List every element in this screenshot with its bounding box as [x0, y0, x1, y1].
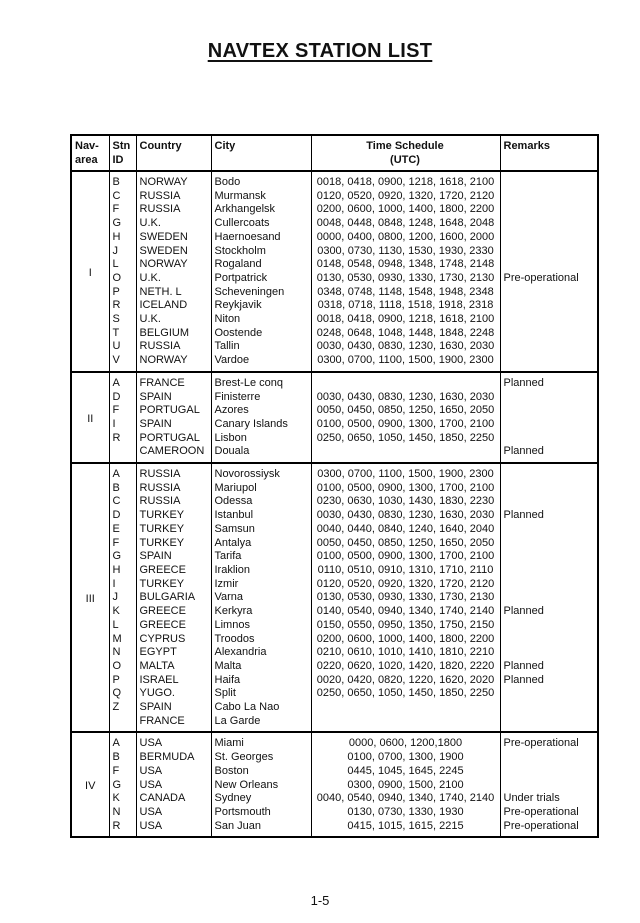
- remarks-cell: [500, 404, 597, 418]
- remarks-cell: [500, 418, 597, 432]
- time-schedule-cell: 0130, 0530, 0930, 1330, 1730, 2130: [311, 591, 500, 605]
- country-cell: PORTUGAL: [136, 432, 211, 446]
- time-schedule-cell: 0415, 1015, 1615, 2215: [311, 820, 500, 837]
- table-row: [72, 509, 597, 523]
- city-cell: Niton: [211, 313, 311, 327]
- time-schedule-cell: [311, 445, 500, 463]
- station-id-cell: R: [109, 432, 136, 446]
- city-cell: Iraklion: [211, 564, 311, 578]
- station-id-cell: T: [109, 327, 136, 341]
- time-schedule-cell: 0048, 0448, 0848, 1248, 1648, 2048: [311, 217, 500, 231]
- nav-area-group: [72, 372, 597, 463]
- table-row: [72, 391, 597, 405]
- table-row: [72, 751, 597, 765]
- time-schedule-cell: 0030, 0430, 0830, 1230, 1630, 2030: [311, 340, 500, 354]
- time-schedule-cell: [311, 701, 500, 715]
- country-cell: NETH. L: [136, 286, 211, 300]
- country-cell: PORTUGAL: [136, 404, 211, 418]
- table-row: [72, 482, 597, 496]
- station-id-cell: R: [109, 299, 136, 313]
- station-id-cell: [109, 715, 136, 733]
- remarks-cell: [500, 765, 597, 779]
- navtex-station-table: [72, 136, 597, 836]
- table-row: [72, 564, 597, 578]
- country-cell: YUGO.: [136, 687, 211, 701]
- city-cell: La Garde: [211, 715, 311, 733]
- station-id-cell: B: [109, 171, 136, 190]
- remarks-cell: [500, 258, 597, 272]
- country-cell: BULGARIA: [136, 591, 211, 605]
- time-schedule-cell: 0300, 0730, 1130, 1530, 1930, 2330: [311, 245, 500, 259]
- nav-area-group: [72, 732, 597, 836]
- city-cell: Kerkyra: [211, 605, 311, 619]
- country-cell: EGYPT: [136, 646, 211, 660]
- time-schedule-cell: 0220, 0620, 1020, 1420, 1820, 2220: [311, 660, 500, 674]
- country-cell: FRANCE: [136, 372, 211, 391]
- country-cell: BELGIUM: [136, 327, 211, 341]
- remarks-cell: [500, 463, 597, 482]
- nav-area-cell: I: [72, 171, 109, 372]
- station-id-cell: A: [109, 732, 136, 751]
- table-row: [72, 578, 597, 592]
- nav-area-group: [72, 463, 597, 732]
- time-schedule-cell: 0050, 0450, 0850, 1250, 1650, 2050: [311, 537, 500, 551]
- country-cell: U.K.: [136, 217, 211, 231]
- time-schedule-cell: [311, 372, 500, 391]
- station-id-cell: O: [109, 660, 136, 674]
- city-cell: Istanbul: [211, 509, 311, 523]
- station-id-cell: H: [109, 564, 136, 578]
- time-schedule-cell: 0318, 0718, 1118, 1518, 1918, 2318: [311, 299, 500, 313]
- time-schedule-cell: 0020, 0420, 0820, 1220, 1620, 2020: [311, 674, 500, 688]
- remarks-cell: [500, 701, 597, 715]
- country-cell: MALTA: [136, 660, 211, 674]
- time-schedule-cell: 0230, 0630, 1030, 1430, 1830, 2230: [311, 495, 500, 509]
- station-id-cell: G: [109, 550, 136, 564]
- table-row: [72, 806, 597, 820]
- remarks-cell: [500, 495, 597, 509]
- table-row: [72, 633, 597, 647]
- table-row: [72, 779, 597, 793]
- remarks-cell: [500, 482, 597, 496]
- time-schedule-cell: 0030, 0430, 0830, 1230, 1630, 2030: [311, 509, 500, 523]
- remarks-cell: [500, 537, 597, 551]
- time-schedule-cell: 0445, 1045, 1645, 2245: [311, 765, 500, 779]
- station-id-cell: V: [109, 354, 136, 372]
- table-row: [72, 327, 597, 341]
- nav-area-group: [72, 171, 597, 372]
- country-cell: SPAIN: [136, 418, 211, 432]
- country-cell: U.K.: [136, 313, 211, 327]
- remarks-cell: Pre-operational: [503, 819, 579, 832]
- remarks-cell: [500, 313, 597, 327]
- remarks-cell: [500, 619, 597, 633]
- table-row: [72, 660, 597, 674]
- city-cell: St. Georges: [211, 751, 311, 765]
- city-cell: Lisbon: [211, 432, 311, 446]
- country-cell: TURKEY: [136, 509, 211, 523]
- station-id-cell: Z: [109, 701, 136, 715]
- country-cell: USA: [136, 779, 211, 793]
- table-row: [72, 701, 597, 715]
- country-cell: RUSSIA: [136, 463, 211, 482]
- table-row: [72, 619, 597, 633]
- station-id-cell: S: [109, 313, 136, 327]
- city-cell: Brest-Le conq: [211, 372, 311, 391]
- time-schedule-cell: 0250, 0650, 1050, 1450, 1850, 2250: [311, 432, 500, 446]
- country-cell: RUSSIA: [136, 190, 211, 204]
- time-schedule-cell: 0250, 0650, 1050, 1450, 1850, 2250: [311, 687, 500, 701]
- city-cell: New Orleans: [211, 779, 311, 793]
- remarks-cell: Planned: [503, 509, 544, 522]
- table-row: [72, 820, 597, 837]
- station-id-cell: H: [109, 231, 136, 245]
- city-cell: Sydney: [211, 792, 311, 806]
- station-id-cell: K: [109, 792, 136, 806]
- time-schedule-cell: 0300, 0900, 1500, 2100: [311, 779, 500, 793]
- table-row: [72, 203, 597, 217]
- time-schedule-cell: 0050, 0450, 0850, 1250, 1650, 2050: [311, 404, 500, 418]
- country-cell: USA: [136, 765, 211, 779]
- station-id-cell: B: [109, 482, 136, 496]
- station-id-cell: K: [109, 605, 136, 619]
- city-cell: San Juan: [211, 820, 311, 837]
- table-row: [72, 523, 597, 537]
- remarks-cell: [500, 564, 597, 578]
- table-row: [72, 171, 597, 190]
- city-cell: Haifa: [211, 674, 311, 688]
- remarks-cell: [500, 751, 597, 765]
- station-id-cell: U: [109, 340, 136, 354]
- station-table-frame: [70, 134, 599, 838]
- country-cell: RUSSIA: [136, 495, 211, 509]
- remarks-cell: [500, 646, 597, 660]
- country-cell: GREECE: [136, 619, 211, 633]
- time-schedule-cell: 0018, 0418, 0900, 1218, 1618, 2100: [311, 313, 500, 327]
- station-id-cell: [109, 445, 136, 463]
- remarks-cell: [500, 245, 597, 259]
- city-cell: Cullercoats: [211, 217, 311, 231]
- time-schedule-cell: 0110, 0510, 0910, 1310, 1710, 2110: [311, 564, 500, 578]
- city-cell: Troodos: [211, 633, 311, 647]
- remarks-cell: [500, 550, 597, 564]
- country-cell: TURKEY: [136, 578, 211, 592]
- station-id-cell: E: [109, 523, 136, 537]
- table-row: [72, 404, 597, 418]
- time-schedule-cell: 0000, 0600, 1200,1800: [311, 732, 500, 751]
- time-schedule-cell: 0100, 0500, 0900, 1300, 1700, 2100: [311, 550, 500, 564]
- header-station-id: Stn ID: [109, 136, 136, 171]
- city-cell: Rogaland: [211, 258, 311, 272]
- station-id-cell: N: [109, 646, 136, 660]
- city-cell: Stockholm: [211, 245, 311, 259]
- remarks-cell: Pre-operational: [503, 271, 579, 284]
- time-schedule-cell: 0040, 0540, 0940, 1340, 1740, 2140: [311, 792, 500, 806]
- station-id-cell: G: [109, 217, 136, 231]
- city-cell: Miami: [211, 732, 311, 751]
- city-cell: Haernoesand: [211, 231, 311, 245]
- city-cell: Bodo: [211, 171, 311, 190]
- country-cell: RUSSIA: [136, 482, 211, 496]
- remarks-cell: [500, 190, 597, 204]
- city-cell: Alexandria: [211, 646, 311, 660]
- nav-area-cell: III: [72, 463, 109, 732]
- station-id-cell: C: [109, 190, 136, 204]
- city-cell: Arkhangelsk: [211, 203, 311, 217]
- table-row: [72, 550, 597, 564]
- nav-area-cell: IV: [72, 732, 109, 836]
- city-cell: Izmir: [211, 578, 311, 592]
- time-schedule-cell: 0210, 0610, 1010, 1410, 1810, 2210: [311, 646, 500, 660]
- country-cell: TURKEY: [136, 523, 211, 537]
- header-nav-area: Nav- area: [72, 136, 109, 171]
- table-row: [72, 687, 597, 701]
- table-row: [72, 537, 597, 551]
- city-cell: Scheveningen: [211, 286, 311, 300]
- page-title: NAVTEX STATION LIST: [207, 40, 433, 62]
- station-id-cell: M: [109, 633, 136, 647]
- station-id-cell: L: [109, 258, 136, 272]
- city-cell: Portsmouth: [211, 806, 311, 820]
- city-cell: Antalya: [211, 537, 311, 551]
- country-cell: TURKEY: [136, 537, 211, 551]
- station-id-cell: L: [109, 619, 136, 633]
- table-row: [72, 354, 597, 372]
- city-cell: Portpatrick: [211, 272, 311, 286]
- table-row: [72, 715, 597, 733]
- remarks-cell: [500, 299, 597, 313]
- time-schedule-cell: 0030, 0430, 0830, 1230, 1630, 2030: [311, 391, 500, 405]
- country-cell: SPAIN: [136, 550, 211, 564]
- city-cell: Malta: [211, 660, 311, 674]
- city-cell: Boston: [211, 765, 311, 779]
- station-id-cell: Q: [109, 687, 136, 701]
- time-schedule-cell: 0130, 0730, 1330, 1930: [311, 806, 500, 820]
- time-schedule-cell: 0120, 0520, 0920, 1320, 1720, 2120: [311, 578, 500, 592]
- time-schedule-cell: 0140, 0540, 0940, 1340, 1740, 2140: [311, 605, 500, 619]
- station-id-cell: I: [109, 418, 136, 432]
- table-row: [72, 286, 597, 300]
- table-row: [72, 245, 597, 259]
- city-cell: Novorossiysk: [211, 463, 311, 482]
- remarks-cell: [500, 523, 597, 537]
- remarks-cell: [500, 354, 597, 372]
- country-cell: NORWAY: [136, 258, 211, 272]
- country-cell: RUSSIA: [136, 340, 211, 354]
- station-id-cell: A: [109, 372, 136, 391]
- table-row: [72, 495, 597, 509]
- table-row: [72, 231, 597, 245]
- table-row: [72, 646, 597, 660]
- station-id-cell: J: [109, 245, 136, 259]
- station-id-cell: I: [109, 578, 136, 592]
- city-cell: Mariupol: [211, 482, 311, 496]
- header-remarks: Remarks: [500, 136, 597, 171]
- country-cell: CAMEROON: [136, 445, 211, 463]
- station-id-cell: R: [109, 820, 136, 837]
- table-row: [72, 765, 597, 779]
- city-cell: Samsun: [211, 523, 311, 537]
- header-city: City: [211, 136, 311, 171]
- city-cell: Odessa: [211, 495, 311, 509]
- time-schedule-cell: 0000, 0400, 0800, 1200, 1600, 2000: [311, 231, 500, 245]
- country-cell: SPAIN: [136, 391, 211, 405]
- table-row: [72, 792, 597, 806]
- remarks-cell: Planned: [503, 659, 544, 672]
- remarks-cell: [500, 217, 597, 231]
- table-row: [72, 418, 597, 432]
- city-cell: Tallin: [211, 340, 311, 354]
- header-time-schedule: Time Schedule (UTC): [311, 136, 500, 171]
- remarks-cell: Planned: [503, 605, 544, 618]
- city-cell: Vardoe: [211, 354, 311, 372]
- time-schedule-cell: 0018, 0418, 0900, 1218, 1618, 2100: [311, 171, 500, 190]
- nav-area-cell: II: [72, 372, 109, 463]
- time-schedule-cell: 0300, 0700, 1100, 1500, 1900, 2300: [311, 463, 500, 482]
- remarks-cell: [500, 391, 597, 405]
- country-cell: ISRAEL: [136, 674, 211, 688]
- station-id-cell: O: [109, 272, 136, 286]
- station-id-cell: F: [109, 765, 136, 779]
- country-cell: NORWAY: [136, 171, 211, 190]
- time-schedule-cell: 0130, 0530, 0930, 1330, 1730, 2130: [311, 272, 500, 286]
- table-header: [72, 136, 597, 171]
- country-cell: ICELAND: [136, 299, 211, 313]
- country-cell: USA: [136, 820, 211, 837]
- table-row: [72, 217, 597, 231]
- city-cell: Reykjavik: [211, 299, 311, 313]
- time-schedule-cell: 0100, 0700, 1300, 1900: [311, 751, 500, 765]
- country-cell: SPAIN: [136, 701, 211, 715]
- city-cell: Cabo La Nao: [211, 701, 311, 715]
- table-row: [72, 445, 597, 463]
- country-cell: GREECE: [136, 605, 211, 619]
- city-cell: Oostende: [211, 327, 311, 341]
- header-row: [72, 136, 597, 171]
- city-cell: Douala: [211, 445, 311, 463]
- table-row: [72, 313, 597, 327]
- city-cell: Tarifa: [211, 550, 311, 564]
- table-row: [72, 605, 597, 619]
- time-schedule-cell: 0100, 0500, 0900, 1300, 1700, 2100: [311, 482, 500, 496]
- country-cell: GREECE: [136, 564, 211, 578]
- remarks-cell: [500, 171, 597, 190]
- table-row: [72, 674, 597, 688]
- remarks-cell: [500, 203, 597, 217]
- city-cell: Murmansk: [211, 190, 311, 204]
- station-id-cell: D: [109, 391, 136, 405]
- country-cell: FRANCE: [136, 715, 211, 733]
- remarks-cell: [500, 687, 597, 701]
- page-number: 1-5: [310, 893, 330, 908]
- station-id-cell: F: [109, 537, 136, 551]
- station-id-cell: P: [109, 674, 136, 688]
- remarks-cell: Planned: [503, 445, 544, 458]
- city-cell: Split: [211, 687, 311, 701]
- station-id-cell: J: [109, 591, 136, 605]
- time-schedule-cell: 0100, 0500, 0900, 1300, 1700, 2100: [311, 418, 500, 432]
- remarks-cell: Under trials: [503, 792, 560, 805]
- header-country: Country: [136, 136, 211, 171]
- time-schedule-cell: 0300, 0700, 1100, 1500, 1900, 2300: [311, 354, 500, 372]
- time-schedule-cell: 0150, 0550, 0950, 1350, 1750, 2150: [311, 619, 500, 633]
- country-cell: RUSSIA: [136, 203, 211, 217]
- country-cell: USA: [136, 806, 211, 820]
- station-id-cell: A: [109, 463, 136, 482]
- table-row: [72, 463, 597, 482]
- table-row: [72, 340, 597, 354]
- remarks-cell: Pre-operational: [503, 805, 579, 818]
- remarks-cell: [500, 286, 597, 300]
- table-row: [72, 190, 597, 204]
- table-row: [72, 732, 597, 751]
- time-schedule-cell: [311, 715, 500, 733]
- time-schedule-cell: 0200, 0600, 1000, 1400, 1800, 2200: [311, 633, 500, 647]
- remarks-cell: [500, 578, 597, 592]
- time-schedule-cell: 0200, 0600, 1000, 1400, 1800, 2200: [311, 203, 500, 217]
- table-row: [72, 432, 597, 446]
- city-cell: Limnos: [211, 619, 311, 633]
- city-cell: Varna: [211, 591, 311, 605]
- country-cell: CANADA: [136, 792, 211, 806]
- country-cell: SWEDEN: [136, 245, 211, 259]
- table-row: [72, 299, 597, 313]
- country-cell: USA: [136, 732, 211, 751]
- remarks-cell: Planned: [503, 376, 544, 389]
- table-row: [72, 258, 597, 272]
- country-cell: NORWAY: [136, 354, 211, 372]
- remarks-cell: [500, 231, 597, 245]
- city-cell: Finisterre: [211, 391, 311, 405]
- station-id-cell: G: [109, 779, 136, 793]
- country-cell: SWEDEN: [136, 231, 211, 245]
- time-schedule-cell: 0348, 0748, 1148, 1548, 1948, 2348: [311, 286, 500, 300]
- time-schedule-cell: 0040, 0440, 0840, 1240, 1640, 2040: [311, 523, 500, 537]
- remarks-cell: [500, 715, 597, 733]
- remarks-cell: [500, 591, 597, 605]
- station-id-cell: F: [109, 404, 136, 418]
- time-schedule-cell: 0148, 0548, 0948, 1348, 1748, 2148: [311, 258, 500, 272]
- remarks-cell: Planned: [503, 673, 544, 686]
- station-id-cell: F: [109, 203, 136, 217]
- remarks-cell: [500, 432, 597, 446]
- remarks-cell: [500, 779, 597, 793]
- table-row: [72, 272, 597, 286]
- country-cell: CYPRUS: [136, 633, 211, 647]
- time-schedule-cell: 0248, 0648, 1048, 1448, 1848, 2248: [311, 327, 500, 341]
- country-cell: BERMUDA: [136, 751, 211, 765]
- station-id-cell: C: [109, 495, 136, 509]
- time-schedule-cell: 0120, 0520, 0920, 1320, 1720, 2120: [311, 190, 500, 204]
- city-cell: Canary Islands: [211, 418, 311, 432]
- station-id-cell: D: [109, 509, 136, 523]
- remarks-cell: [500, 327, 597, 341]
- remarks-cell: [500, 633, 597, 647]
- station-id-cell: N: [109, 806, 136, 820]
- country-cell: U.K.: [136, 272, 211, 286]
- table-row: [72, 591, 597, 605]
- station-id-cell: P: [109, 286, 136, 300]
- city-cell: Azores: [211, 404, 311, 418]
- table-row: [72, 372, 597, 391]
- remarks-cell: [500, 340, 597, 354]
- station-id-cell: B: [109, 751, 136, 765]
- remarks-cell: Pre-operational: [503, 737, 579, 750]
